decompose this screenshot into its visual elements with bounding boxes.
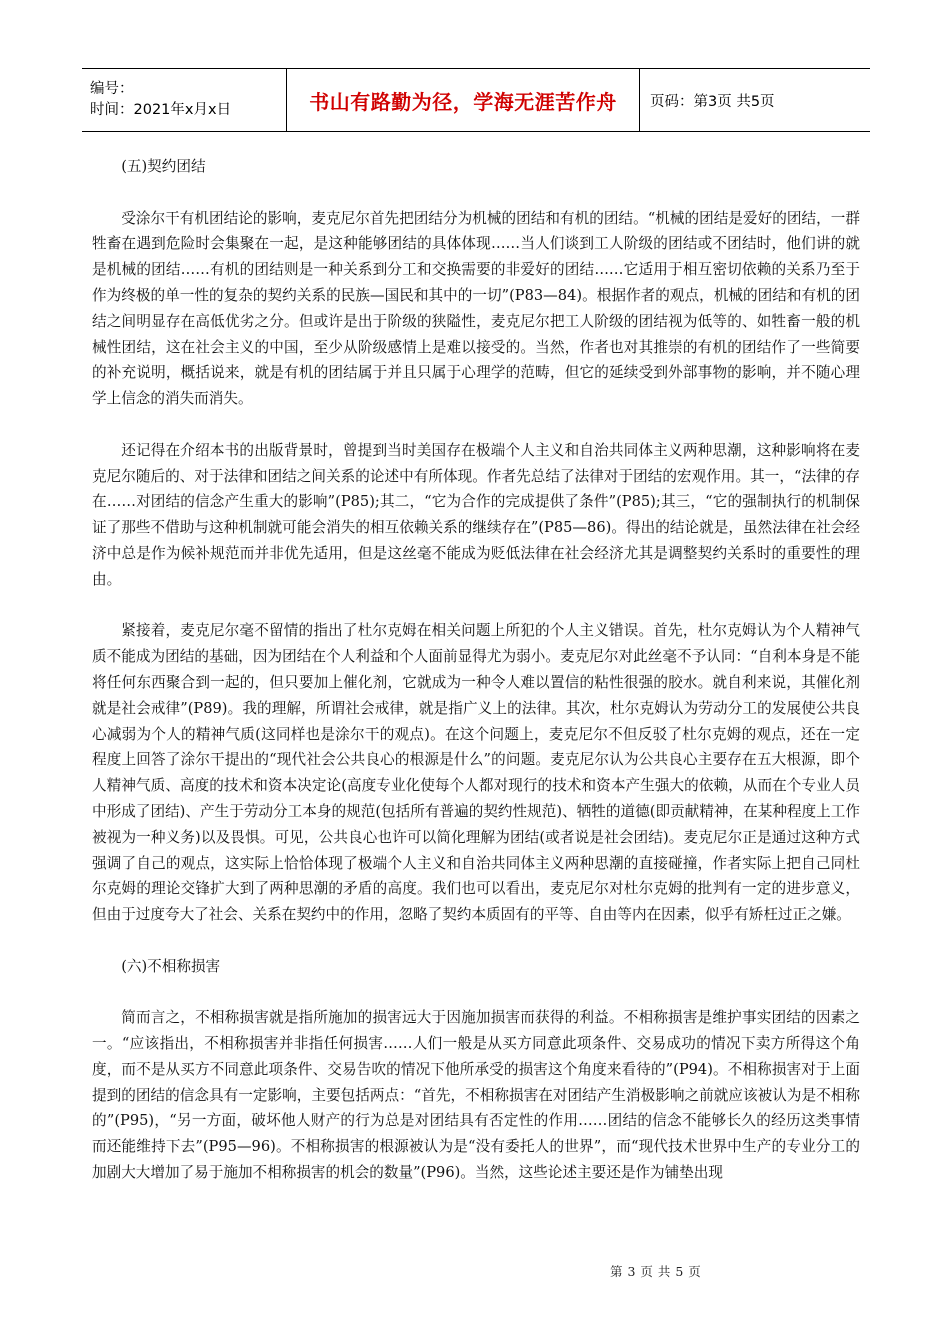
document-number-label: 编号： (90, 81, 134, 97)
document-date: 时间：2021年x月x日 (90, 102, 232, 118)
paragraph-3: 紧接着，麦克尼尔毫不留情的指出了杜尔克姆在相关问题上所犯的个人主义错误。首先，杜尔克姆认为个人精神气质不能成为团结的基础，因为团结在个人利益和个人面前显得尤为弱小。麦克尼尔对此丝毫不予认同：“自利本身是不能将任何东西聚合到一起的，但只要加上催化剂，它就成为一种令人难以置信的粘性很强的胶水。就自利来说，其催化剂就是社会戒律”(P89)。我的理解，所谓社会戒律，就是指广义上的法律。其次，杜尔克姆认为劳动分工的发展使公共良心减弱为个人的精神气质(这同样也是涂尔干的观点)。在这个问题上，麦克尼尔不但反驳了杜尔克姆的观点，还在一定程度上回答了涂尔干提出的“现代社会公共良心的根源是什么”的问题。麦克尼尔认为公共良心主要存在五大根源，即个人精神气质、高度的技术和资本决定论(高度专业化使每个人都对现行的技术和资本产生强大的依赖，从而在个专业人员中形成了团结)、产生于劳动分工本身的规范(包括所有普遍的契约性规范)、牺牲的道德(即贡献精神，在某种程度上工作被视为一种义务)以及畏惧。可见，公共良心也许可以简化理解为团结(或者说是社会团结)。麦克尼尔正是通过这种方式强调了自己的观点，这实际上恰恰体现了极端个人主义和自治共同体主义两种思潮的直接碰撞，作者实际上把自己同杜尔克姆的理论交锋扩大到了两种思潮的矛盾的高度。我们也可以看出，麦克尼尔对杜尔克姆的批判有一定的进步意义，但由于过度夸大了社会、关系在契约中的作用，忽略了契约本质固有的平等、自由等内在因素，似乎有矫枉过正之嫌。 (92, 622, 860, 924)
paragraph-4: 简而言之，不相称损害就是指所施加的损害远大于因施加损害而获得的利益。不相称损害是维护事实团结的因素之一。“应该指出，不相称损害并非指任何损害……人们一般是从买方同意此项条件、交易成功的情况下卖方所得这个角度，而不是从买方不同意此项条件、交易告吹的情况下他所承受的损害这个角度来看待的”(P94)。不相称损害对于上面提到的团结的信念具有一定影响，主要包括两点：“首先，不相称损害在对团结产生消极影响之前就应该被认为是不相称的”(P95)，“另一方面，破坏他人财产的行为总是对团结具有否定性的作用……团结的信念不能够长久的经历这类事情而还能维持下去”(P95—96)。不相称损害的根源被认为是“没有委托人的世界”，而“现代技术世界中生产的专业分工的加剧大大增加了易于施加不相称损害的机会的数量”(P96)。当然，这些论述主要还是作为铺垫出现 (92, 1009, 860, 1182)
paragraph-1: 受涂尔干有机团结论的影响，麦克尼尔首先把团结分为机械的团结和有机的团结。“机械的团结是爱好的团结，一群牲畜在遇到危险时会集聚在一起，是这种能够团结的具体体现……当人们谈到工人阶级的团结或不团结时，他们讲的就是机械的团结……有机的团结则是一种关系到分工和交换需要的非爱好的团结……它适用于相互密切依赖的关系乃至于作为终极的单一性的复杂的契约关系的民族—国民和其中的一切”(P83—84)。根据作者的观点，机械的团结和有机的团结之间明显存在高低优劣之分。但或许是出于阶级的狭隘性，麦克尼尔把工人阶级的团结视为低等的、如牲畜一般的机械性团结，这在社会主义的中国，至少从阶级感情上是难以接受的。当然，作者也对其推崇的有机的团结作了一些简要的补充说明，概括说来，就是有机的团结属于并且只属于心理学的范畴，但它的延续受到外部事物的影响，并不随心理学上信念的消失而消失。 (92, 209, 860, 408)
page-header (82, 68, 870, 132)
paragraph-spacer (92, 928, 860, 954)
section-heading-6: (六)不相称损害 (121, 957, 221, 975)
paragraph-2: 还记得在介绍本书的出版背景时，曾提到当时美国存在极端个人主义和自治共同体主义两种思潮，这种影响将在麦克尼尔随后的、对于法律和团结之间关系的论述中有所体现。作者先总结了法律对于团结的宏观作用。其一，“法律的存在……对团结的信念产生重大的影响”(P85);其二，“它为合作的完成提供了条件”(P85);其三，“它的强制执行的机制保证了那些不借助与这种机制就可能会消失的相互依赖关系的继续存在”(P85—86)。得出的结论就是，虽然法律在社会经济中总是作为候补规范而并非优先适用，但是这丝毫不能成为贬低法律在社会经济尤其是调整契约关系时的重要性的理由。 (92, 441, 860, 588)
header-motto: 书山有路勤为径，学海无涯苦作舟 (287, 69, 640, 131)
section-heading-5: (五)契约团结 (121, 158, 206, 175)
paragraph-spacer (92, 593, 860, 619)
paragraph-spacer (92, 180, 860, 206)
document-body (92, 154, 860, 1186)
header-page-number: 页码：第3页 共5页 (650, 93, 775, 110)
page-footer: 第 3 页 共 5 页 (610, 1264, 702, 1279)
paragraph-spacer (92, 412, 860, 438)
paragraph-spacer (92, 980, 860, 1006)
header-meta (82, 69, 287, 131)
